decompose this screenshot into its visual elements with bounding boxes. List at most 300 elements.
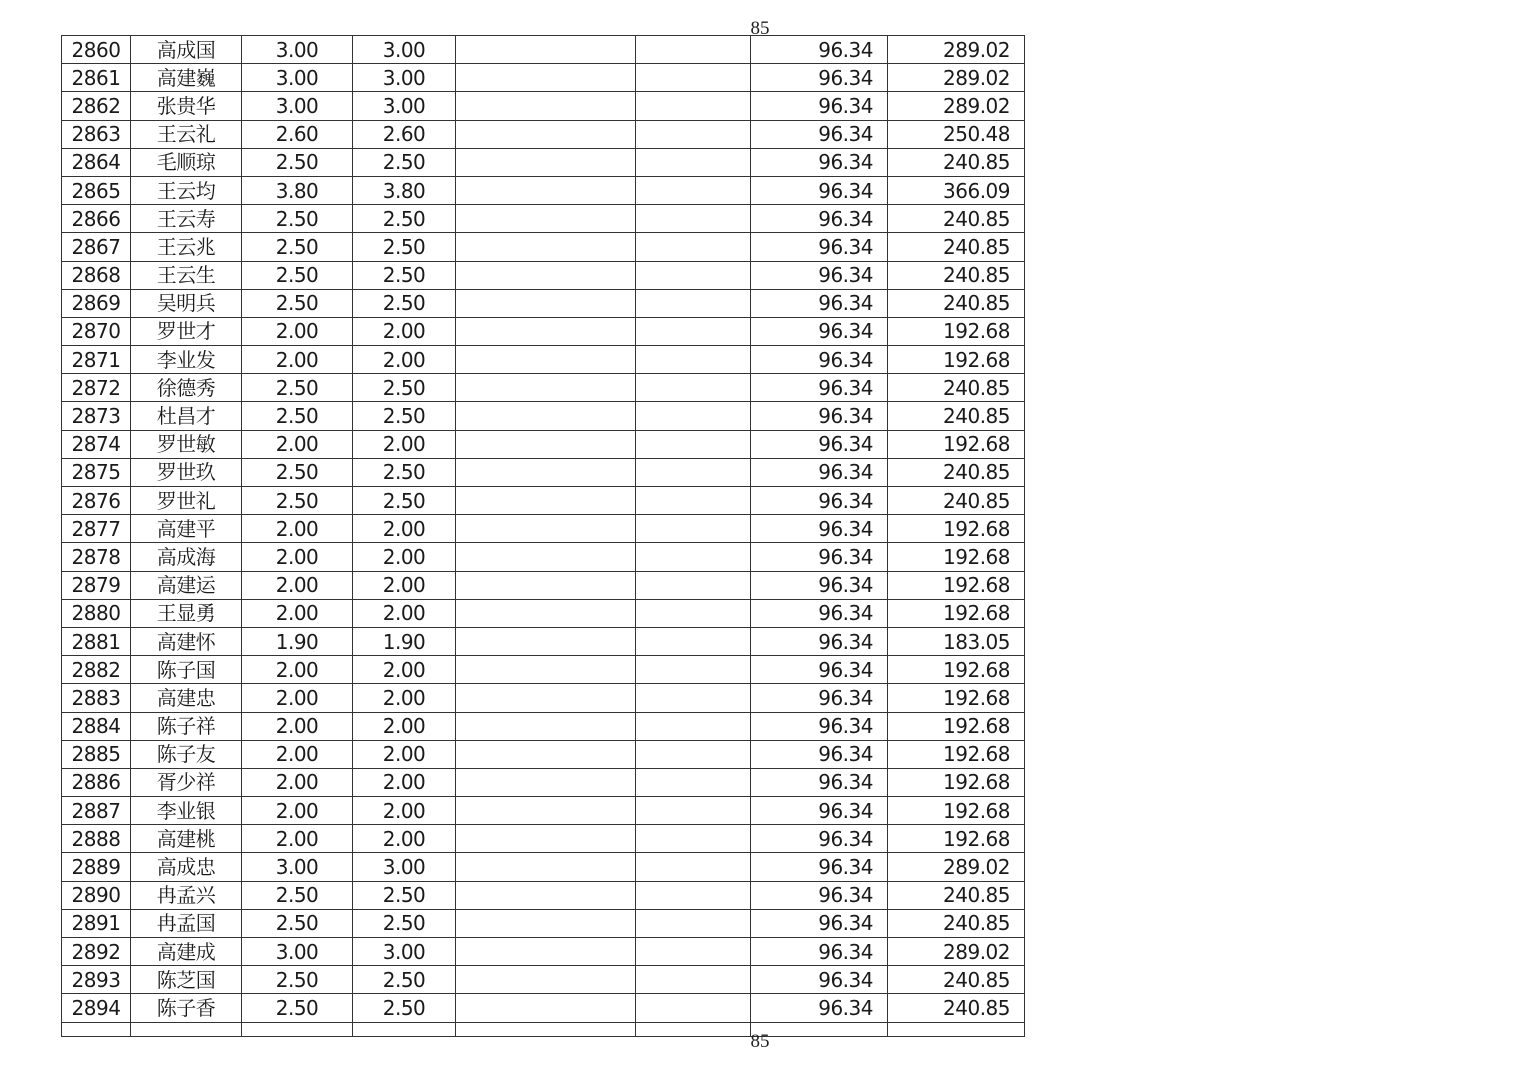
cell-empty xyxy=(62,1022,131,1036)
table-row xyxy=(62,599,1025,627)
cell-area-confirmed: 2.00 xyxy=(353,543,456,571)
cell-area-confirmed: 2.50 xyxy=(353,966,456,994)
cell-empty xyxy=(456,853,636,881)
cell-number: 2891 xyxy=(62,909,131,937)
cell-area-confirmed: 3.00 xyxy=(353,938,456,966)
cell-empty xyxy=(636,148,751,176)
cell-area-confirmed: 2.00 xyxy=(353,571,456,599)
cell-number: 2872 xyxy=(62,374,131,402)
table-row xyxy=(62,571,1025,599)
cell-area: 2.00 xyxy=(242,346,353,374)
cell-area-confirmed: 2.00 xyxy=(353,599,456,627)
cell-empty xyxy=(636,64,751,92)
cell-empty xyxy=(636,317,751,345)
cell-empty xyxy=(456,458,636,486)
cell-area: 2.00 xyxy=(242,825,353,853)
cell-empty xyxy=(456,289,636,317)
cell-area-confirmed: 2.50 xyxy=(353,261,456,289)
cell-number: 2874 xyxy=(62,430,131,458)
cell-amount: 192.68 xyxy=(888,346,1025,374)
cell-area: 2.00 xyxy=(242,797,353,825)
cell-name: 陈子友 xyxy=(131,740,242,768)
cell-rate: 96.34 xyxy=(751,458,888,486)
cell-rate: 96.34 xyxy=(751,627,888,655)
cell-empty xyxy=(636,458,751,486)
cell-number: 2867 xyxy=(62,233,131,261)
cell-amount: 289.02 xyxy=(888,64,1025,92)
cell-number: 2861 xyxy=(62,64,131,92)
cell-area: 3.00 xyxy=(242,36,353,64)
cell-rate: 96.34 xyxy=(751,599,888,627)
cell-rate: 96.34 xyxy=(751,825,888,853)
cell-area-confirmed: 3.80 xyxy=(353,176,456,204)
cell-area-confirmed: 2.60 xyxy=(353,120,456,148)
cell-empty xyxy=(456,881,636,909)
table-row xyxy=(62,487,1025,515)
table-row xyxy=(62,797,1025,825)
cell-area: 2.00 xyxy=(242,712,353,740)
cell-name: 罗世敏 xyxy=(131,430,242,458)
cell-empty xyxy=(456,402,636,430)
cell-name: 杜昌才 xyxy=(131,402,242,430)
table-row xyxy=(62,853,1025,881)
cell-empty xyxy=(456,627,636,655)
cell-empty xyxy=(636,571,751,599)
cell-rate: 96.34 xyxy=(751,430,888,458)
cell-area-confirmed: 2.00 xyxy=(353,430,456,458)
cell-name: 冉孟国 xyxy=(131,909,242,937)
cell-name: 吴明兵 xyxy=(131,289,242,317)
cell-name: 高建怀 xyxy=(131,627,242,655)
cell-rate: 96.34 xyxy=(751,176,888,204)
cell-area: 2.00 xyxy=(242,740,353,768)
cell-amount: 192.68 xyxy=(888,740,1025,768)
cell-empty xyxy=(636,994,751,1022)
cell-empty xyxy=(888,1022,1025,1036)
table-row xyxy=(62,120,1025,148)
cell-number: 2863 xyxy=(62,120,131,148)
cell-empty xyxy=(636,346,751,374)
cell-area-confirmed: 2.00 xyxy=(353,797,456,825)
cell-area: 3.00 xyxy=(242,92,353,120)
cell-empty xyxy=(242,1022,353,1036)
cell-area-confirmed: 3.00 xyxy=(353,36,456,64)
cell-area: 2.00 xyxy=(242,430,353,458)
cell-empty xyxy=(456,120,636,148)
cell-empty xyxy=(636,712,751,740)
table-row xyxy=(62,543,1025,571)
page-number-top: 85 xyxy=(750,18,770,39)
cell-area-confirmed: 2.00 xyxy=(353,317,456,345)
cell-empty xyxy=(456,148,636,176)
cell-empty xyxy=(456,599,636,627)
cell-empty xyxy=(636,261,751,289)
cell-rate: 96.34 xyxy=(751,233,888,261)
cell-amount: 240.85 xyxy=(888,205,1025,233)
cell-name: 陈子国 xyxy=(131,656,242,684)
cell-area-confirmed: 2.50 xyxy=(353,881,456,909)
cell-amount: 240.85 xyxy=(888,909,1025,937)
cell-name: 高成国 xyxy=(131,36,242,64)
cell-area: 2.50 xyxy=(242,909,353,937)
cell-rate: 96.34 xyxy=(751,712,888,740)
cell-name: 王云兆 xyxy=(131,233,242,261)
cell-rate: 96.34 xyxy=(751,740,888,768)
cell-amount: 240.85 xyxy=(888,261,1025,289)
cell-name: 王云寿 xyxy=(131,205,242,233)
cell-rate: 96.34 xyxy=(751,120,888,148)
cell-empty xyxy=(636,938,751,966)
cell-amount: 192.68 xyxy=(888,515,1025,543)
cell-empty xyxy=(636,853,751,881)
cell-amount: 240.85 xyxy=(888,233,1025,261)
cell-rate: 96.34 xyxy=(751,994,888,1022)
cell-name: 陈子香 xyxy=(131,994,242,1022)
table-row xyxy=(62,656,1025,684)
cell-rate: 96.34 xyxy=(751,966,888,994)
cell-area: 2.50 xyxy=(242,261,353,289)
cell-area: 2.00 xyxy=(242,656,353,684)
table-row xyxy=(62,458,1025,486)
cell-name: 冉孟兴 xyxy=(131,881,242,909)
cell-area-confirmed: 2.50 xyxy=(353,909,456,937)
cell-rate: 96.34 xyxy=(751,402,888,430)
cell-name: 王云均 xyxy=(131,176,242,204)
cell-amount: 289.02 xyxy=(888,36,1025,64)
cell-area: 2.50 xyxy=(242,148,353,176)
table-row xyxy=(62,627,1025,655)
cell-amount: 240.85 xyxy=(888,402,1025,430)
table-row xyxy=(62,909,1025,937)
cell-empty xyxy=(636,515,751,543)
cell-empty xyxy=(636,599,751,627)
cell-rate: 96.34 xyxy=(751,64,888,92)
cell-area: 2.50 xyxy=(242,487,353,515)
cell-area: 3.80 xyxy=(242,176,353,204)
cell-name: 高建桃 xyxy=(131,825,242,853)
cell-empty xyxy=(636,684,751,712)
cell-empty xyxy=(456,346,636,374)
cell-empty xyxy=(636,627,751,655)
cell-rate: 96.34 xyxy=(751,881,888,909)
cell-area: 2.00 xyxy=(242,571,353,599)
cell-area-confirmed: 2.50 xyxy=(353,289,456,317)
cell-empty xyxy=(456,374,636,402)
cell-amount: 240.85 xyxy=(888,994,1025,1022)
table-row xyxy=(62,994,1025,1022)
cell-area: 3.00 xyxy=(242,853,353,881)
cell-empty xyxy=(456,205,636,233)
cell-amount: 289.02 xyxy=(888,92,1025,120)
cell-amount: 240.85 xyxy=(888,374,1025,402)
table-row xyxy=(62,402,1025,430)
cell-empty xyxy=(636,656,751,684)
cell-rate: 96.34 xyxy=(751,656,888,684)
cell-number: 2865 xyxy=(62,176,131,204)
cell-empty xyxy=(456,176,636,204)
cell-empty xyxy=(456,656,636,684)
cell-number: 2885 xyxy=(62,740,131,768)
cell-name: 高建成 xyxy=(131,938,242,966)
cell-empty xyxy=(456,938,636,966)
cell-rate: 96.34 xyxy=(751,261,888,289)
cell-number: 2892 xyxy=(62,938,131,966)
cell-area-confirmed: 2.50 xyxy=(353,994,456,1022)
cell-number: 2871 xyxy=(62,346,131,374)
cell-number: 2878 xyxy=(62,543,131,571)
table-row xyxy=(62,881,1025,909)
cell-rate: 96.34 xyxy=(751,909,888,937)
page-number-bottom: 85 xyxy=(750,1031,770,1052)
cell-area: 2.00 xyxy=(242,515,353,543)
table-row xyxy=(62,92,1025,120)
table-row xyxy=(62,938,1025,966)
cell-area-confirmed: 3.00 xyxy=(353,853,456,881)
cell-area-confirmed: 1.90 xyxy=(353,627,456,655)
table-row xyxy=(62,233,1025,261)
cell-number: 2869 xyxy=(62,289,131,317)
cell-number: 2894 xyxy=(62,994,131,1022)
table-row xyxy=(62,684,1025,712)
cell-empty xyxy=(456,797,636,825)
cell-area: 3.00 xyxy=(242,64,353,92)
cell-number: 2866 xyxy=(62,205,131,233)
cell-number: 2864 xyxy=(62,148,131,176)
cell-empty xyxy=(456,317,636,345)
cell-amount: 240.85 xyxy=(888,966,1025,994)
cell-rate: 96.34 xyxy=(751,317,888,345)
cell-name: 胥少祥 xyxy=(131,768,242,796)
cell-name: 陈芝国 xyxy=(131,966,242,994)
cell-area: 2.50 xyxy=(242,233,353,261)
cell-number: 2882 xyxy=(62,656,131,684)
cell-name: 王显勇 xyxy=(131,599,242,627)
cell-empty xyxy=(456,543,636,571)
cell-number: 2877 xyxy=(62,515,131,543)
cell-area: 2.50 xyxy=(242,374,353,402)
cell-rate: 96.34 xyxy=(751,289,888,317)
cell-area-confirmed: 3.00 xyxy=(353,92,456,120)
cell-empty xyxy=(456,768,636,796)
cell-rate: 96.34 xyxy=(751,853,888,881)
table-row xyxy=(62,317,1025,345)
table-row xyxy=(62,825,1025,853)
cell-name: 高建巍 xyxy=(131,64,242,92)
cell-amount: 192.68 xyxy=(888,599,1025,627)
cell-empty xyxy=(456,1022,636,1036)
cell-empty xyxy=(636,543,751,571)
cell-area-confirmed: 2.00 xyxy=(353,656,456,684)
cell-rate: 96.34 xyxy=(751,543,888,571)
cell-rate: 96.34 xyxy=(751,148,888,176)
table-row xyxy=(62,176,1025,204)
cell-area: 2.00 xyxy=(242,684,353,712)
cell-number: 2890 xyxy=(62,881,131,909)
cell-name: 王云礼 xyxy=(131,120,242,148)
cell-empty xyxy=(636,176,751,204)
cell-name: 高建运 xyxy=(131,571,242,599)
cell-number: 2887 xyxy=(62,797,131,825)
cell-empty xyxy=(636,825,751,853)
cell-number: 2870 xyxy=(62,317,131,345)
cell-name: 高成忠 xyxy=(131,853,242,881)
table-row xyxy=(62,64,1025,92)
cell-amount: 289.02 xyxy=(888,853,1025,881)
table-row xyxy=(62,148,1025,176)
cell-area: 2.50 xyxy=(242,994,353,1022)
cell-amount: 183.05 xyxy=(888,627,1025,655)
cell-area-confirmed: 2.50 xyxy=(353,458,456,486)
table-row xyxy=(62,346,1025,374)
cell-area: 2.00 xyxy=(242,599,353,627)
cell-empty xyxy=(636,374,751,402)
cell-amount: 192.68 xyxy=(888,543,1025,571)
cell-number: 2862 xyxy=(62,92,131,120)
cell-amount: 192.68 xyxy=(888,430,1025,458)
cell-area: 2.50 xyxy=(242,205,353,233)
cell-area-confirmed: 2.00 xyxy=(353,740,456,768)
cell-empty xyxy=(636,233,751,261)
cell-rate: 96.34 xyxy=(751,346,888,374)
cell-amount: 192.68 xyxy=(888,712,1025,740)
cell-area-confirmed: 2.00 xyxy=(353,768,456,796)
cell-area-confirmed: 2.00 xyxy=(353,515,456,543)
cell-area-confirmed: 2.00 xyxy=(353,712,456,740)
cell-rate: 96.34 xyxy=(751,374,888,402)
cell-empty xyxy=(456,994,636,1022)
cell-area-confirmed: 2.50 xyxy=(353,402,456,430)
cell-area-confirmed: 3.00 xyxy=(353,64,456,92)
cell-empty xyxy=(456,909,636,937)
table-row xyxy=(62,205,1025,233)
cell-name: 罗世玖 xyxy=(131,458,242,486)
cell-rate: 96.34 xyxy=(751,571,888,599)
cell-area: 2.00 xyxy=(242,768,353,796)
cell-area-confirmed: 2.50 xyxy=(353,233,456,261)
cell-rate: 96.34 xyxy=(751,205,888,233)
cell-rate: 96.34 xyxy=(751,36,888,64)
cell-empty xyxy=(636,487,751,515)
table-row xyxy=(62,768,1025,796)
cell-name: 李业发 xyxy=(131,346,242,374)
table-row xyxy=(62,36,1025,64)
table-row xyxy=(62,712,1025,740)
cell-name: 李业银 xyxy=(131,797,242,825)
cell-number: 2873 xyxy=(62,402,131,430)
cell-empty xyxy=(456,571,636,599)
cell-empty xyxy=(636,740,751,768)
cell-area-confirmed: 2.50 xyxy=(353,205,456,233)
cell-area-confirmed: 2.50 xyxy=(353,374,456,402)
cell-name: 罗世才 xyxy=(131,317,242,345)
cell-area-confirmed: 2.50 xyxy=(353,148,456,176)
cell-empty xyxy=(456,430,636,458)
cell-area: 2.00 xyxy=(242,543,353,571)
cell-name: 高建平 xyxy=(131,515,242,543)
cell-name: 高成海 xyxy=(131,543,242,571)
table-row xyxy=(62,515,1025,543)
table-row xyxy=(62,289,1025,317)
cell-area: 2.50 xyxy=(242,402,353,430)
cell-empty xyxy=(636,205,751,233)
table-row xyxy=(62,966,1025,994)
cell-amount: 250.48 xyxy=(888,120,1025,148)
cell-name: 罗世礼 xyxy=(131,487,242,515)
cell-empty xyxy=(636,36,751,64)
cell-area-confirmed: 2.00 xyxy=(353,825,456,853)
cell-empty xyxy=(456,36,636,64)
cell-area: 1.90 xyxy=(242,627,353,655)
cell-name: 陈子祥 xyxy=(131,712,242,740)
cell-number: 2875 xyxy=(62,458,131,486)
cell-empty xyxy=(456,92,636,120)
cell-amount: 240.85 xyxy=(888,458,1025,486)
cell-number: 2889 xyxy=(62,853,131,881)
cell-empty xyxy=(456,684,636,712)
cell-amount: 192.68 xyxy=(888,571,1025,599)
cell-empty xyxy=(636,1022,751,1036)
cell-amount: 192.68 xyxy=(888,797,1025,825)
cell-empty xyxy=(456,64,636,92)
cell-area: 3.00 xyxy=(242,938,353,966)
cell-empty xyxy=(636,966,751,994)
cell-empty xyxy=(456,261,636,289)
cell-empty xyxy=(636,402,751,430)
cell-amount: 366.09 xyxy=(888,176,1025,204)
cell-number: 2893 xyxy=(62,966,131,994)
cell-number: 2879 xyxy=(62,571,131,599)
cell-area: 2.50 xyxy=(242,966,353,994)
cell-amount: 192.68 xyxy=(888,768,1025,796)
cell-empty xyxy=(636,92,751,120)
cell-empty xyxy=(456,233,636,261)
ledger-body xyxy=(62,36,1025,1037)
cell-area: 2.60 xyxy=(242,120,353,148)
cell-amount: 240.85 xyxy=(888,881,1025,909)
cell-number: 2868 xyxy=(62,261,131,289)
cell-empty xyxy=(456,966,636,994)
cell-amount: 289.02 xyxy=(888,938,1025,966)
cell-rate: 96.34 xyxy=(751,684,888,712)
cell-name: 高建忠 xyxy=(131,684,242,712)
cell-name: 王云生 xyxy=(131,261,242,289)
cell-rate: 96.34 xyxy=(751,768,888,796)
table-row xyxy=(62,374,1025,402)
cell-rate: 96.34 xyxy=(751,938,888,966)
cell-empty xyxy=(131,1022,242,1036)
cell-empty xyxy=(636,289,751,317)
cell-empty xyxy=(636,120,751,148)
cell-rate: 96.34 xyxy=(751,797,888,825)
cell-empty xyxy=(636,768,751,796)
cell-area: 2.50 xyxy=(242,289,353,317)
table-row xyxy=(62,261,1025,289)
cell-empty xyxy=(456,712,636,740)
cell-rate: 96.34 xyxy=(751,487,888,515)
cell-amount: 192.68 xyxy=(888,656,1025,684)
table-row xyxy=(62,740,1025,768)
cell-area-confirmed: 2.00 xyxy=(353,684,456,712)
cell-amount: 192.68 xyxy=(888,684,1025,712)
cell-name: 张贵华 xyxy=(131,92,242,120)
cell-rate: 96.34 xyxy=(751,92,888,120)
table-row-blank xyxy=(62,1022,1025,1036)
cell-empty xyxy=(636,909,751,937)
cell-area: 2.50 xyxy=(242,881,353,909)
cell-empty xyxy=(456,515,636,543)
cell-number: 2881 xyxy=(62,627,131,655)
cell-name: 毛顺琼 xyxy=(131,148,242,176)
